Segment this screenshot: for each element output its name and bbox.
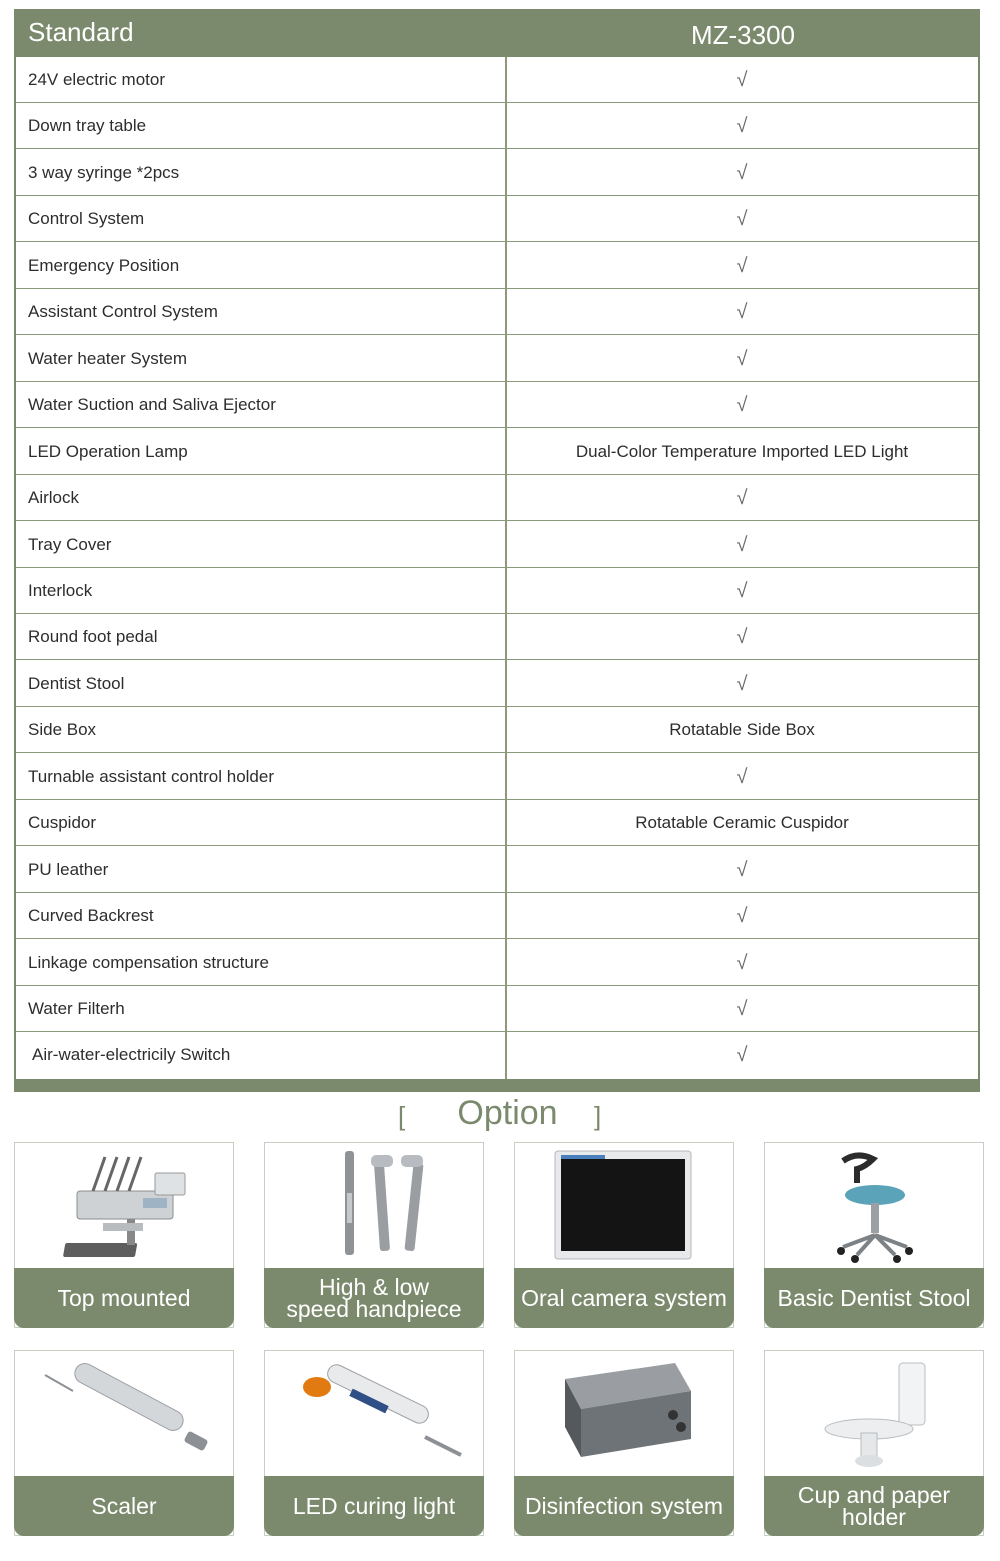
row-feature: LED Operation Lamp xyxy=(28,441,188,461)
table-row xyxy=(16,661,978,707)
check-mark: √ xyxy=(736,115,748,138)
row-feature: Linkage compensation structure xyxy=(28,952,269,972)
check-mark: √ xyxy=(736,626,748,649)
curing-light-icon xyxy=(265,1351,483,1476)
row-feature: 24V electric motor xyxy=(28,70,165,89)
check-mark: √ xyxy=(736,951,748,974)
check-mark: √ xyxy=(736,254,748,277)
row-feature: Airlock xyxy=(28,488,80,508)
table-row xyxy=(16,475,978,521)
row-feature: Down tray table xyxy=(28,116,147,136)
check-mark: √ xyxy=(736,487,748,510)
row-feature: Emergency Position xyxy=(28,255,180,275)
option-label xyxy=(14,1476,234,1536)
option-card xyxy=(14,1142,234,1328)
header-standard: Standard xyxy=(28,17,134,47)
check-mark: √ xyxy=(736,347,748,370)
spec-table xyxy=(14,9,980,1092)
option-label-line: LED curing light xyxy=(292,1493,456,1519)
row-feature: Water heater System xyxy=(28,348,188,368)
row-value: Rotatable Side Box xyxy=(669,720,815,740)
row-feature: Assistant Control System xyxy=(28,302,218,322)
check-mark: √ xyxy=(736,765,748,788)
table-row xyxy=(16,568,978,614)
row-feature: Dentist Stool xyxy=(28,673,125,693)
row-feature: Control System xyxy=(28,209,145,229)
option-card xyxy=(764,1350,984,1536)
cup-holder-icon xyxy=(765,1351,983,1476)
table-row xyxy=(16,196,978,242)
table-row xyxy=(16,336,978,382)
option-label-line: speed handpiece xyxy=(286,1296,462,1322)
table-row xyxy=(16,986,978,1032)
check-mark: √ xyxy=(736,672,748,695)
row-feature: Side Box xyxy=(28,720,97,740)
option-label-line: holder xyxy=(842,1504,906,1530)
check-mark: √ xyxy=(736,533,748,556)
dentist-stool-icon xyxy=(765,1143,983,1268)
header-model: MZ-3300 xyxy=(690,20,796,50)
option-card xyxy=(14,1350,234,1536)
check-mark: √ xyxy=(736,579,748,602)
option-label-line: High & low xyxy=(319,1274,429,1300)
option-label xyxy=(514,1476,734,1536)
table-row xyxy=(16,429,978,475)
option-card xyxy=(514,1350,734,1536)
row-feature: Interlock xyxy=(28,580,93,600)
check-mark: √ xyxy=(736,858,748,881)
table-row xyxy=(16,1032,978,1078)
option-label-line: Disinfection system xyxy=(524,1493,724,1519)
option-label xyxy=(764,1268,984,1328)
option-card xyxy=(514,1142,734,1328)
option-label xyxy=(264,1476,484,1536)
table-row xyxy=(16,940,978,986)
row-feature: Turnable assistant control holder xyxy=(28,766,275,786)
option-heading xyxy=(0,1093,1000,1137)
table-row xyxy=(16,754,978,800)
table-row xyxy=(16,800,978,846)
table-row xyxy=(16,57,978,103)
row-feature: PU leather xyxy=(28,859,109,879)
table-row xyxy=(16,289,978,335)
table-row xyxy=(16,707,978,753)
table-row xyxy=(16,243,978,289)
bracket-left: [ xyxy=(398,1101,406,1131)
option-label-line: Cup and paper xyxy=(797,1482,951,1508)
check-mark: √ xyxy=(736,905,748,928)
handpiece-icon xyxy=(265,1143,483,1268)
row-feature: Round foot pedal xyxy=(28,627,158,647)
spec-table-header xyxy=(14,9,980,56)
row-feature: Cuspidor xyxy=(28,813,97,833)
option-card xyxy=(264,1142,484,1328)
check-mark: √ xyxy=(736,998,748,1020)
option-label xyxy=(264,1268,484,1328)
bracket-right: ] xyxy=(594,1101,602,1131)
option-label xyxy=(514,1268,734,1328)
table-row xyxy=(16,893,978,939)
check-mark: √ xyxy=(736,69,748,91)
option-card xyxy=(764,1142,984,1328)
table-row xyxy=(16,614,978,660)
table-row xyxy=(16,847,978,893)
spec-table-body xyxy=(16,57,978,1079)
table-row xyxy=(16,103,978,149)
row-feature: Water Filterh xyxy=(28,999,125,1018)
row-value: Rotatable Ceramic Cuspidor xyxy=(635,813,849,833)
row-feature: Curved Backrest xyxy=(28,906,154,926)
option-title: Option xyxy=(457,1094,558,1132)
option-card xyxy=(264,1350,484,1536)
top-mounted-instrument-tray-icon xyxy=(15,1143,233,1268)
check-mark: √ xyxy=(736,301,748,324)
option-label-line: Top mounted xyxy=(57,1285,191,1311)
table-row xyxy=(16,382,978,428)
option-label-line: Oral camera system xyxy=(521,1285,727,1311)
check-mark: √ xyxy=(736,161,748,184)
disinfection-box-icon xyxy=(515,1351,733,1476)
row-feature: Tray Cover xyxy=(28,534,112,554)
option-label xyxy=(14,1268,234,1328)
row-feature: 3 way syringe *2pcs xyxy=(28,162,180,182)
row-value: Dual-Color Temperature Imported LED Light xyxy=(575,441,909,461)
row-feature: Air-water-electricily Switch xyxy=(32,1045,231,1065)
scaler-icon xyxy=(15,1351,233,1476)
row-feature: Water Suction and Saliva Ejector xyxy=(28,395,276,415)
check-mark: √ xyxy=(736,394,748,417)
table-row xyxy=(16,522,978,568)
check-mark: √ xyxy=(736,1044,748,1067)
check-mark: √ xyxy=(736,208,748,231)
table-row xyxy=(16,150,978,196)
option-label xyxy=(764,1476,984,1536)
option-label-line: Scaler xyxy=(91,1493,157,1519)
monitor-icon xyxy=(515,1143,733,1268)
option-label-line: Basic Dentist Stool xyxy=(777,1285,971,1311)
